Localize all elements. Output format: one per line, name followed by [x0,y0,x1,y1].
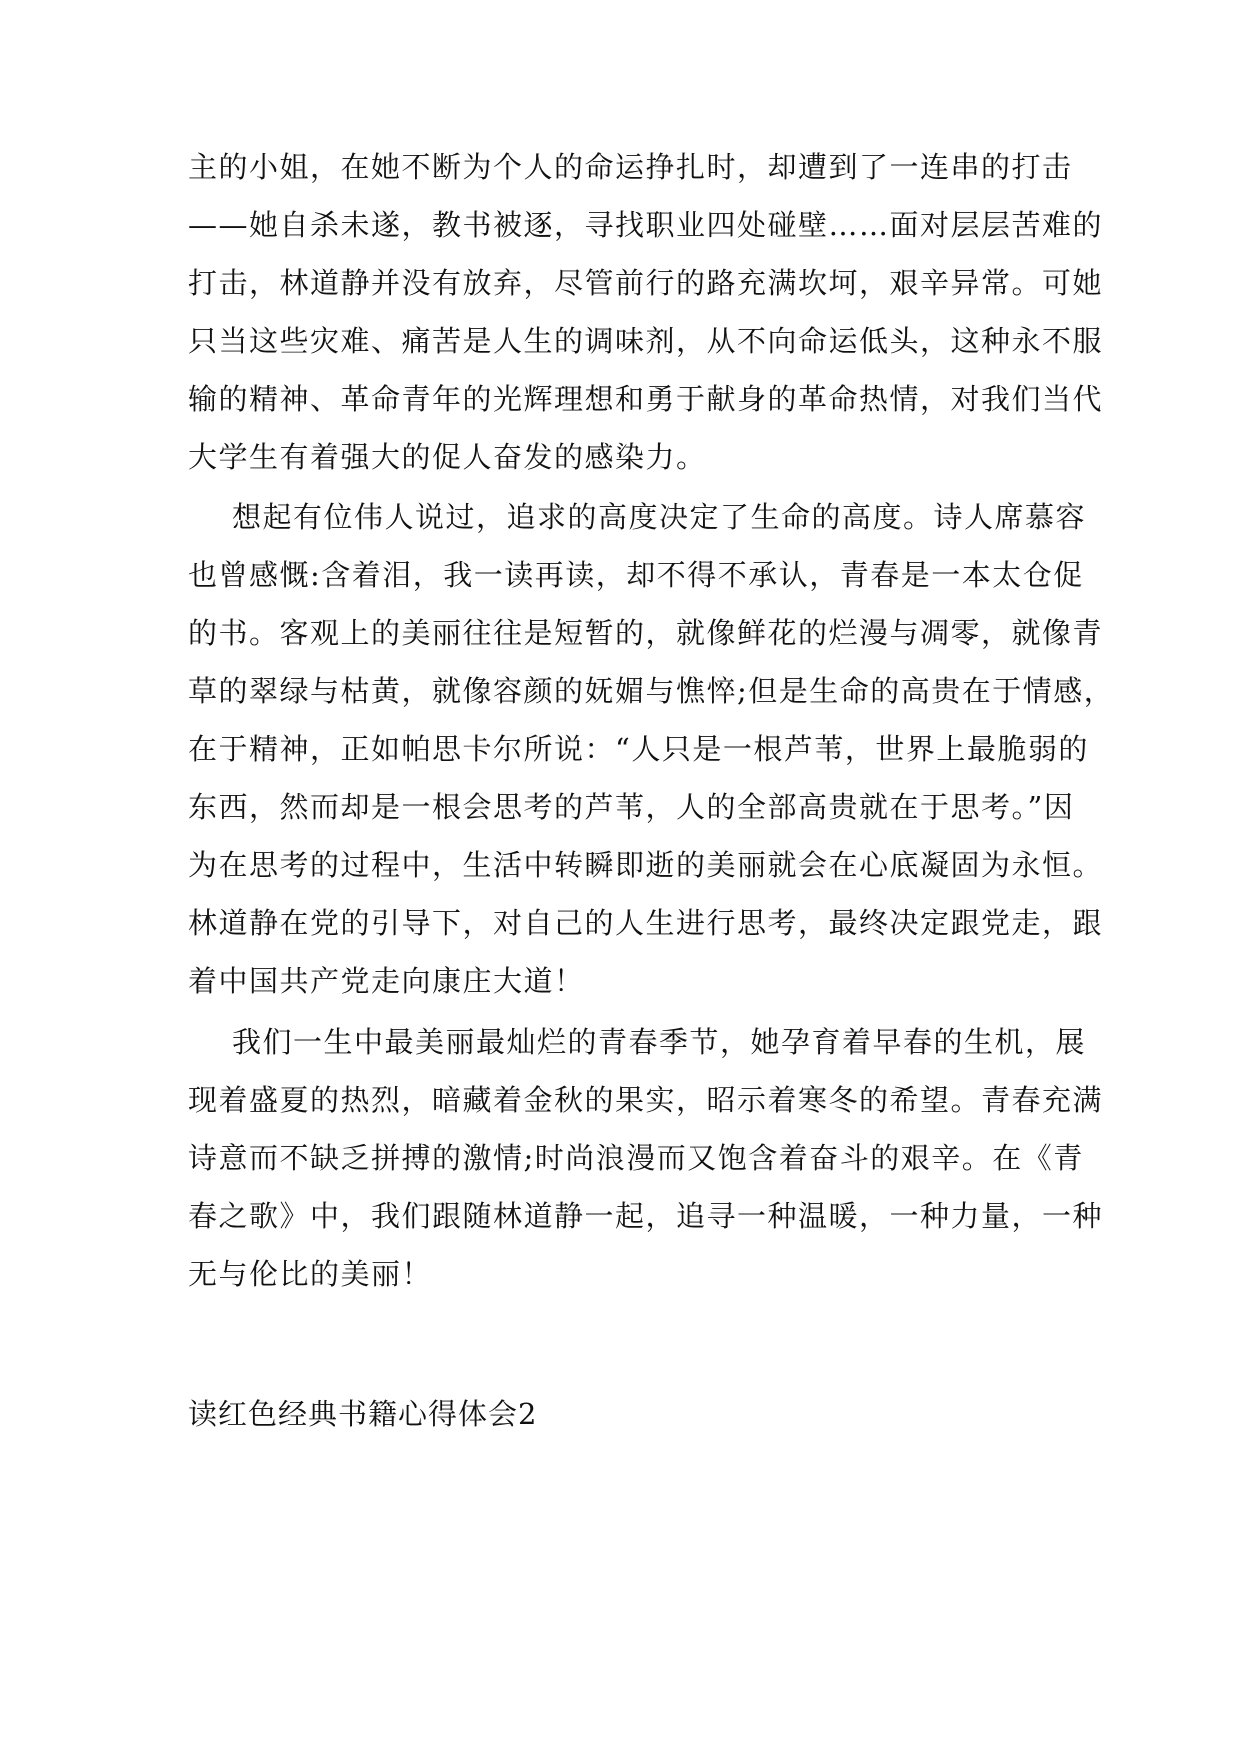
paragraph-2-line-2: 也曾感慨:含着泪，我一读再读，却不得不承认，青春是一本太仓促 [188,558,1084,592]
paragraph-1-line-4: 只当这些灾难、痛苦是人生的调味剂，从不向命运低头，这种永不服 [188,324,1104,358]
paragraph-3-line-2: 现着盛夏的热烈，暗藏着金秋的果实，昭示着寒冬的希望。青春充满 [188,1083,1104,1117]
paragraph-2-line-6: 东西，然而却是一根会思考的芦苇，人的全部高贵就在于思考。”因 [188,790,1075,824]
paragraph-2-line-7: 为在思考的过程中，生活中转瞬即逝的美丽就会在心底凝固为永恒。 [188,848,1104,882]
paragraph-3-line-5: 无与伦比的美丽！ [188,1257,433,1291]
paragraph-2-line-4: 草的翠绿与枯黄，就像容颜的妩媚与憔悴;但是生命的高贵在于情感， [188,674,1115,708]
paragraph-2-line-5: 在于精神，正如帕思卡尔所说：“人只是一根芦苇，世界上最脆弱的 [188,732,1089,766]
paragraph-2-line-8: 林道静在党的引导下，对自己的人生进行思考，最终决定跟党走，跟 [188,906,1104,940]
paragraph-2-line-9: 着中国共产党走向康庄大道！ [188,964,585,998]
paragraph-3-line-1: 我们一生中最美丽最灿烂的青春季节，她孕育着早春的生机，展 [232,1025,1087,1059]
paragraph-1-line-2: ——她自杀未遂，教书被逐，寻找职业四处碰壁……面对层层苦难的 [188,208,1104,242]
paragraph-2-line-1: 想起有位伟人说过，追求的高度决定了生命的高度。诗人席慕容 [232,500,1087,534]
paragraph-1-line-3: 打击，林道静并没有放弃，尽管前行的路充满坎坷，艰辛异常。可她 [188,266,1104,300]
paragraph-1-line-5: 输的精神、革命青年的光辉理想和勇于献身的革命热情，对我们当代 [188,382,1104,416]
paragraph-1-line-1: 主的小姐，在她不断为个人的命运挣扎时，却遭到了一连串的打击 [188,150,1073,184]
paragraph-2-line-3: 的书。客观上的美丽往往是短暂的，就像鲜花的烂漫与凋零，就像青 [188,616,1104,650]
paragraph-3-line-4: 春之歌》中，我们跟随林道静一起，追寻一种温暖，一种力量，一种 [188,1199,1104,1233]
paragraph-1-line-6: 大学生有着强大的促人奋发的感染力。 [188,440,707,474]
section-heading: 读红色经典书籍心得体会2 [188,1397,538,1431]
paragraph-3-line-3: 诗意而不缺乏拼搏的激情;时尚浪漫而又饱含着奋斗的艰辛。在《青 [188,1141,1084,1175]
